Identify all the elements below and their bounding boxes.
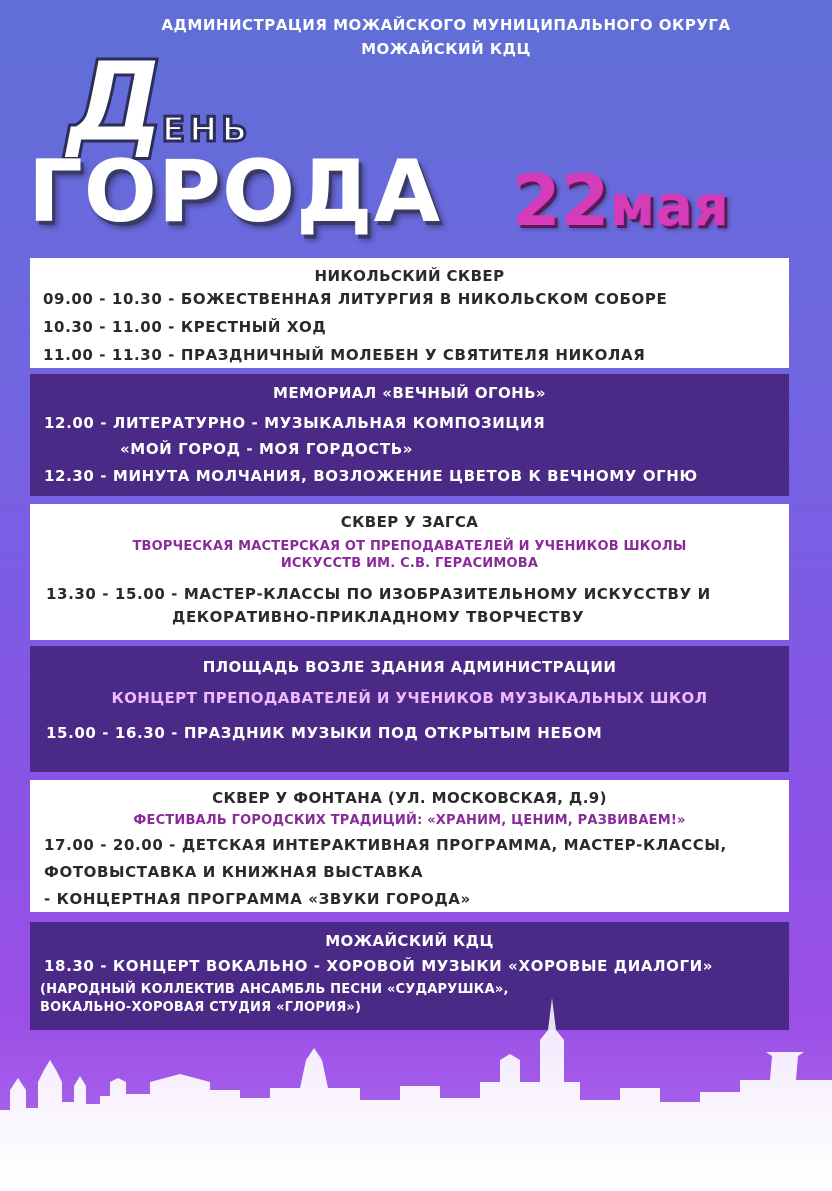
section-eternal-flame <box>30 374 789 496</box>
section-title: ПЛОЩАДЬ ВОЗЛЕ ЗДАНИЯ АДМИНИСТРАЦИИ <box>202 658 617 676</box>
section-title: МЕМОРИАЛ «ВЕЧНЫЙ ОГОНЬ» <box>273 384 546 402</box>
city-skyline-silhouette <box>0 990 832 1191</box>
title-den-rest: ЕНЬ <box>161 110 252 150</box>
schedule-line: - КОНЦЕРТНАЯ ПРОГРАММА «ЗВУКИ ГОРОДА» <box>44 890 471 908</box>
section-zags-square <box>30 504 789 640</box>
section-nikolsky-square <box>30 258 789 368</box>
schedule-line: 10.30 - 11.00 - КРЕСТНЫЙ ХОД <box>43 318 327 336</box>
date-day: 22 <box>512 160 610 242</box>
section-subtitle: ФЕСТИВАЛЬ ГОРОДСКИХ ТРАДИЦИЙ: «ХРАНИМ, ЦЕНИМ, РАЗВИВАЕМ!» <box>133 813 686 828</box>
section-administration-square <box>30 646 789 772</box>
section-fountain-square <box>30 780 789 912</box>
date-month: мая <box>609 174 729 239</box>
org-title-line2: МОЖАЙСКИЙ КДЦ <box>361 40 531 58</box>
title-goroda: ГОРОДА <box>28 142 442 242</box>
org-title-line1: АДМИНИСТРАЦИЯ МОЖАЙСКОГО МУНИЦИПАЛЬНОГО ОКРУГА <box>161 16 731 34</box>
schedule-line: 15.00 - 16.30 - ПРАЗДНИК МУЗЫКИ ПОД ОТКРЫТЫМ НЕБОМ <box>46 724 603 742</box>
schedule-line: (НАРОДНЫЙ КОЛЛЕКТИВ АНСАМБЛЬ ПЕСНИ «СУДАРУШКА», <box>40 982 509 997</box>
schedule-line: 17.00 - 20.00 - ДЕТСКАЯ ИНТЕРАКТИВНАЯ ПРОГРАММА, МАСТЕР-КЛАССЫ, <box>44 836 727 854</box>
section-subtitle: КОНЦЕРТ ПРЕПОДАВАТЕЛЕЙ И УЧЕНИКОВ МУЗЫКАЛЬНЫХ ШКОЛ <box>111 689 708 707</box>
schedule-line: 18.30 - КОНЦЕРТ ВОКАЛЬНО - ХОРОВОЙ МУЗЫКИ «ХОРОВЫЕ ДИАЛОГИ» <box>44 957 714 975</box>
schedule-line: 11.00 - 11.30 - ПРАЗДНИЧНЫЙ МОЛЕБЕН У СВЯТИТЕЛЯ НИКОЛАЯ <box>43 346 646 364</box>
event-date <box>512 160 729 242</box>
title-den-first-letter: Д <box>66 38 162 168</box>
schedule-line: ВОКАЛЬНО-ХОРОВАЯ СТУДИЯ «ГЛОРИЯ») <box>40 1000 362 1015</box>
schedule-line: 12.00 - ЛИТЕРАТУРНО - МУЗЫКАЛЬНАЯ КОМПОЗИЦИЯ <box>44 414 546 432</box>
section-title: СКВЕР У ФОНТАНА (УЛ. МОСКОВСКАЯ, Д.9) <box>212 789 607 807</box>
section-title: НИКОЛЬСКИЙ СКВЕР <box>314 267 505 285</box>
schedule-line: 13.30 - 15.00 - МАСТЕР-КЛАССЫ ПО ИЗОБРАЗИТЕЛЬНОМУ ИСКУССТВУ И <box>46 585 711 603</box>
section-title: МОЖАЙСКИЙ КДЦ <box>325 932 494 950</box>
schedule-line: ДЕКОРАТИВНО-ПРИКЛАДНОМУ ТВОРЧЕСТВУ <box>172 608 585 626</box>
section-subtitle: ТВОРЧЕСКАЯ МАСТЕРСКАЯ ОТ ПРЕПОДАВАТЕЛЕЙ И УЧЕНИКОВ ШКОЛЫ <box>132 539 687 554</box>
schedule-line: ФОТОВЫСТАВКА И КНИЖНАЯ ВЫСТАВКА <box>44 863 424 881</box>
schedule-line: «МОЙ ГОРОД - МОЯ ГОРДОСТЬ» <box>120 440 414 458</box>
schedule-line: 09.00 - 10.30 - БОЖЕСТВЕННАЯ ЛИТУРГИЯ В НИКОЛЬСКОМ СОБОРЕ <box>43 290 668 308</box>
section-title: СКВЕР У ЗАГСА <box>340 513 479 531</box>
schedule-line: 12.30 - МИНУТА МОЛЧАНИЯ, ВОЗЛОЖЕНИЕ ЦВЕТОВ К ВЕЧНОМУ ОГНЮ <box>44 467 698 485</box>
section-subtitle: ИСКУССТВ ИМ. С.В. ГЕРАСИМОВА <box>280 556 539 571</box>
